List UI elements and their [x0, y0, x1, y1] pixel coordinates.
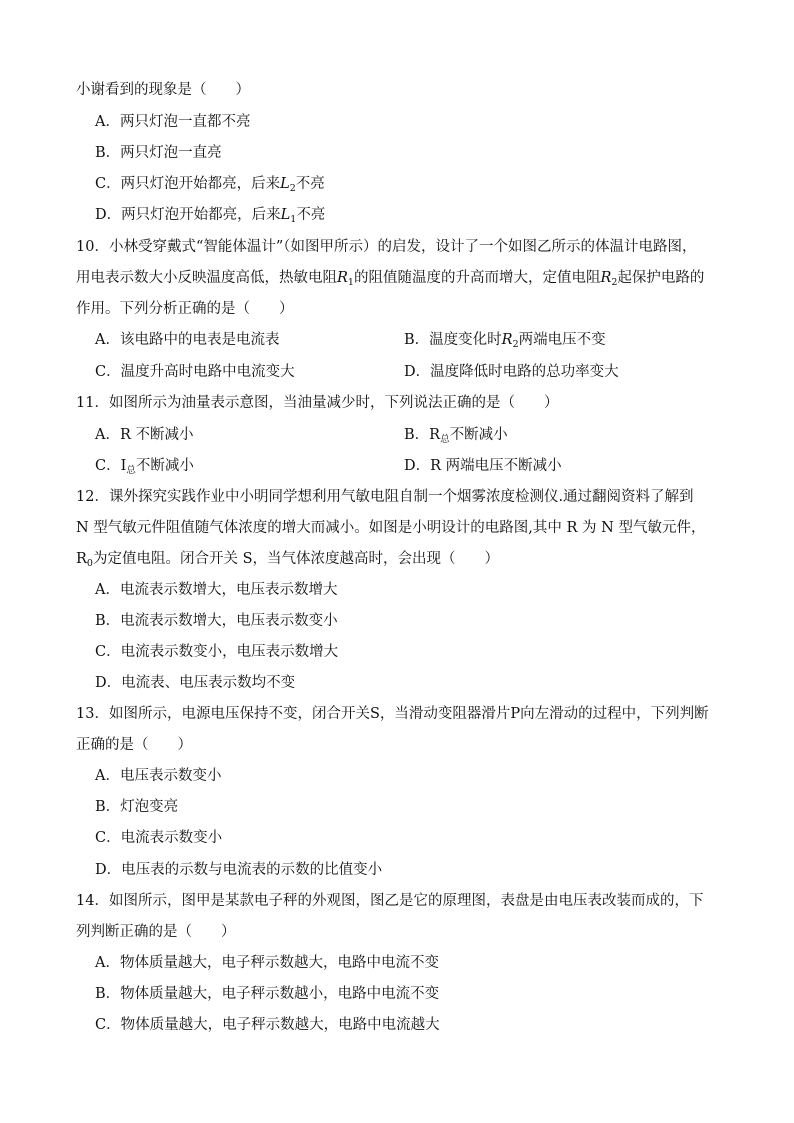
- q13-stem-line1: 13．如图所示，电源电压保持不变，闭合开关S，当滑动变阻器滑片P向左滑动的过程中，下列判断: [76, 706, 709, 722]
- q10-line2-subscript1: 1: [347, 277, 354, 288]
- q11-option-b-subscript: 总: [440, 434, 450, 445]
- q10-option-b: [404, 330, 606, 355]
- q9-option-c: [95, 174, 325, 199]
- q9-stem-tail: 小谢看到的现象是（ ）: [76, 82, 250, 98]
- q11-option-b-pre: B．R: [404, 427, 441, 443]
- q12-stem-line2: N 型气敏元件阻值随气体浓度的增大而减小。如图是小明设计的电路图,其中 R 为 N 型气敏元件，: [76, 520, 706, 536]
- q10-line2-symbol1: R: [337, 270, 348, 286]
- q13-stem-line2: 正确的是（ ）: [76, 737, 192, 753]
- q10-option-b-symbol: R: [501, 332, 513, 348]
- q11-stem: 11．如图所示为油量表示意图，当油量减少时，下列说法正确的是（ ）: [76, 395, 559, 411]
- q13-option-b: B．灯泡变亮: [95, 799, 179, 815]
- q12-line3-pre: R: [76, 551, 87, 567]
- q13-option-a: A．电压表示数变小: [95, 768, 222, 784]
- q10-stem-line2: [76, 268, 704, 293]
- q9-option-d-symbol: L: [280, 207, 291, 223]
- q11-option-b: [404, 425, 508, 450]
- q9-option-d-subscript: 1: [290, 214, 297, 225]
- q10-option-c: C．温度升高时电路中电流变大: [95, 364, 295, 380]
- q10-option-b-subscript: 2: [512, 339, 519, 350]
- q11-option-d: D．R 两端电压不断减小: [404, 458, 562, 474]
- q11-option-c-subscript: 总: [126, 465, 136, 476]
- q10-stem-line3: 作用。下列分析正确的是（ ）: [76, 301, 294, 317]
- q9-option-c-symbol: L: [280, 176, 290, 192]
- q9-option-d-post: 不亮: [296, 207, 326, 223]
- q9-option-d: [95, 205, 325, 230]
- q12-stem-line1: 12．课外探究实践作业中小明同学想利用气敏电阻自制一个烟雾浓度检测仪.通过翻阅资料了解到: [76, 489, 694, 505]
- q12-option-a: A．电流表示数增大，电压表示数增大: [95, 582, 338, 598]
- q10-line2-post: 起保护电路的: [617, 270, 705, 286]
- q14-option-c: C．物体质量越大，电子秤示数越大，电路中电流越大: [95, 1017, 440, 1033]
- q14-stem-line2: 列判断正确的是（ ）: [76, 924, 236, 940]
- q12-line3-subscript: 0: [86, 558, 93, 569]
- q12-line3-post: 为定值电阻。闭合开关 S，当气体浓度越高时，会出现（ ）: [92, 551, 500, 567]
- q9-option-c-pre: C．两只灯泡开始都亮，后来: [95, 176, 281, 192]
- q11-option-c-post: 不断减小: [135, 458, 194, 474]
- q10-option-b-post: 两端电压不变: [518, 332, 606, 348]
- q9-option-b: B．两只灯泡一直亮: [95, 145, 222, 161]
- q12-option-b: B．电流表示数增大，电压表示数变小: [95, 613, 338, 629]
- q11-option-a: A．R 不断减小: [95, 427, 194, 443]
- q10-option-a: A．该电路中的电表是电流表: [95, 332, 280, 348]
- q14-option-b: B．物体质量越大，电子秤示数越小，电路中电流不变: [95, 986, 440, 1002]
- q11-option-b-post: 不断减小: [449, 427, 508, 443]
- q9-option-c-post: 不亮: [295, 176, 325, 192]
- q14-stem-line1: 14．如图所示，图甲是某款电子秤的外观图，图乙是它的原理图，表盘是由电压表改装而成的，下: [76, 893, 704, 909]
- q9-option-d-pre: D．两只灯泡开始都亮，后来: [95, 207, 281, 223]
- q9-option-c-subscript: 2: [289, 183, 296, 194]
- q9-option-a: A．两只灯泡一直都不亮: [95, 114, 251, 130]
- q11-option-c: [95, 456, 194, 481]
- q10-option-d: D．温度降低时电路的总功率变大: [404, 364, 619, 380]
- q11-option-c-pre: C．I: [95, 458, 127, 474]
- q10-line2-mid: 的阻值随温度的升高而增大，定值电阻: [353, 270, 601, 286]
- q10-stem-line1: 10．小林受穿戴式“智能体温计”（如图甲所示）的启发，设计了一个如图乙所示的体温计电路图，: [76, 239, 697, 255]
- q12-stem-line3: [76, 549, 499, 574]
- q10-line2-subscript2: 2: [611, 277, 618, 288]
- q13-option-d: D．电压表的示数与电流表的示数的比值变小: [95, 862, 383, 878]
- q10-line2-pre: 用电表示数大小反映温度高低，热敏电阻: [76, 270, 337, 286]
- q10-line2-symbol2: R: [600, 270, 612, 286]
- q12-option-c: C．电流表示数变小，电压表示数增大: [95, 644, 339, 660]
- q14-option-a: A．物体质量越大，电子秤示数越大，电路中电流不变: [95, 955, 439, 971]
- q12-option-d: D．电流表、电压表示数均不变: [95, 675, 296, 691]
- q10-option-b-pre: B．温度变化时: [404, 332, 502, 348]
- q13-option-c: C．电流表示数变小: [95, 830, 223, 846]
